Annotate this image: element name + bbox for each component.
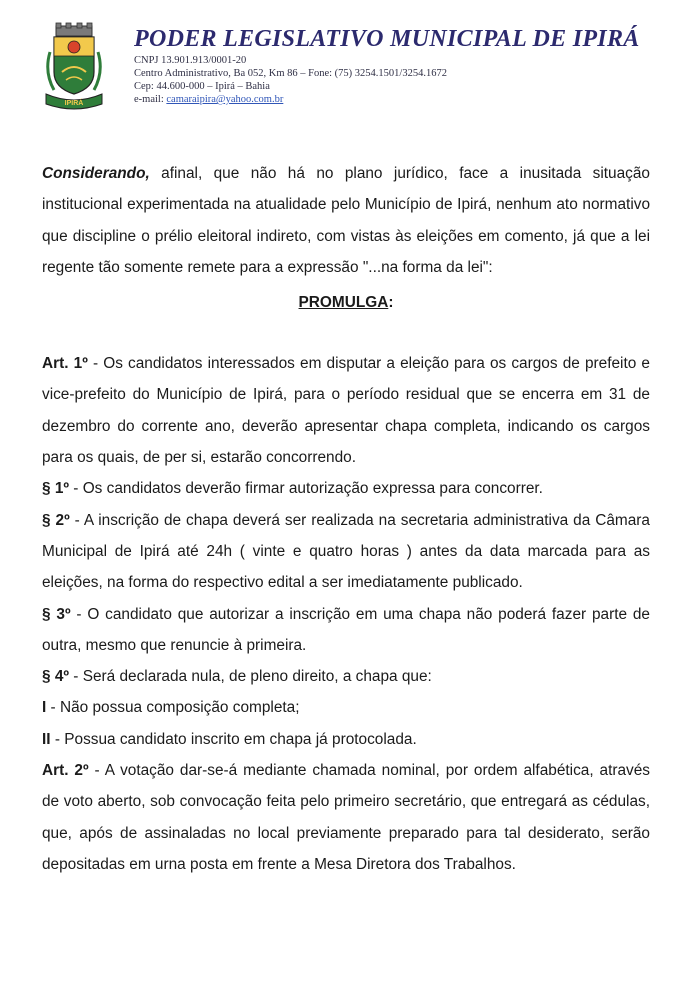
art1-label: Art. 1º (42, 355, 88, 373)
letterhead-title: PODER LEGISLATIVO MUNICIPAL DE IPIRÁ (134, 26, 640, 52)
promulga-suffix: : (388, 294, 394, 312)
considerando-text: afinal, que não há no plano jurídico, face a inusitada situação institucional experimentada na atualidade pelo Município de Ipirá, nenhum ato normativo que discipline o prélio eleitoral indireto, com vistas às eleições em comento, já que a lei regente tão somente remete para a expressão "...na forma da lei": (42, 165, 650, 276)
art2-text: - A votação dar-se-á mediante chamada nominal, por ordem alfabética, através de voto aberto, sob convocação feita pelo primeiro secretário, que entregará as cédulas, que, após de assinaladas no local previamente preparado para tal desiderato, serão depositadas em urna posta em frente a Mesa Diretora dos Trabalhos. (42, 762, 650, 873)
par4-text: - Será declarada nula, de pleno direito, a chapa que: (69, 668, 432, 686)
par2-paragraph (42, 505, 650, 599)
par4-label: § 4º (42, 668, 70, 686)
par2-label: § 2º (42, 511, 70, 529)
inciso-2-label: II (42, 730, 51, 748)
par3-label: § 3º (42, 605, 71, 623)
par4-paragraph (42, 661, 650, 692)
inciso-1 (42, 692, 650, 723)
promulga-heading (42, 287, 650, 318)
letterhead-cep: Cep: 44.600-000 – Ipirá – Bahia (134, 81, 270, 92)
inciso-2 (42, 724, 650, 755)
par3-paragraph (42, 599, 650, 662)
letterhead-address: Centro Administrativo, Ba 052, Km 86 – Fone: (75) 3254.1501/3254.1672 (134, 68, 447, 79)
promulga-word: PROMULGA (298, 294, 389, 312)
par1-label: § 1º (42, 480, 70, 498)
par2-text: - A inscrição de chapa deverá ser realizada na secretaria administrativa da Câmara Municipal de Ipirá até 24h ( vinte e quatro horas ) antes da data marcada para as eleições, na forma do respectivo edital a ser imediatamente publicado. (42, 511, 650, 592)
inciso-1-text: - Não possua composição completa; (46, 699, 300, 717)
art2-paragraph (42, 755, 650, 880)
art2-label: Art. 2º (42, 762, 89, 780)
letterhead-email-row (134, 93, 674, 106)
municipal-crest-logo (44, 22, 104, 110)
art1-paragraph (42, 348, 650, 473)
art1-text: - Os candidatos interessados em disputar a eleição para os cargos de prefeito e vice-prefeito do Município de Ipirá, para o período residual que se encerra em 31 de dezembro do corrente ano, deverão apresentar chapa completa, indicando os cargos para os quais, de per si, estarão concorrendo. (42, 355, 650, 467)
email-label: e-mail: (134, 94, 167, 105)
par1-paragraph (42, 473, 650, 504)
letterhead (134, 26, 674, 106)
par1-text: - Os candidatos deverão firmar autorização expressa para concorrer. (69, 480, 543, 498)
letterhead-cnpj: CNPJ 13.901.913/0001-20 (134, 55, 247, 66)
document-body (42, 158, 650, 880)
email-link[interactable]: camaraipira@yahoo.com.br (166, 94, 284, 105)
inciso-1-label: I (42, 699, 47, 717)
inciso-2-text: - Possua candidato inscrito em chapa já protocolada. (50, 730, 417, 748)
crest-banner-text: IPIRÁ (64, 100, 84, 107)
par3-text: - O candidato que autorizar a inscrição em uma chapa não poderá fazer parte de outra, mesmo que renuncie à primeira. (42, 605, 650, 654)
considerando-lead: Considerando, (42, 165, 150, 182)
considerando-paragraph (42, 158, 650, 283)
